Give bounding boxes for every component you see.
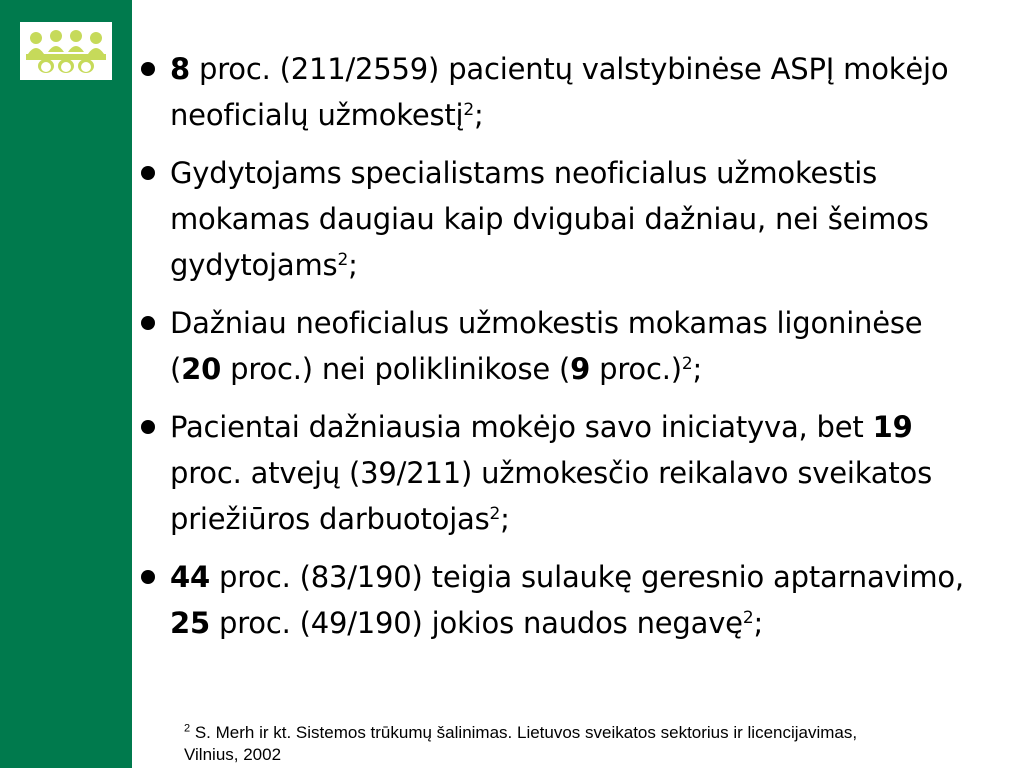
bold-number: 20 [181, 352, 222, 386]
footnote-ref: 2 [337, 249, 349, 270]
sidebar [0, 0, 132, 768]
footnote-ref: 2 [463, 99, 475, 120]
bullet-text: Gydytojams specialistams neoficialus užmokestis mokamas daugiau kaip dvigubai dažniau, nei šeimos gydytojams [170, 156, 929, 282]
bullet-end: ; [500, 502, 510, 536]
bold-number: 44 [170, 560, 210, 594]
bullet-dot-icon [141, 570, 155, 584]
footnote-ref: 2 [681, 353, 693, 374]
bullet-dot-icon [141, 316, 155, 330]
bullet-end: ; [753, 606, 764, 640]
bold-number: 8 [170, 52, 190, 86]
bullet-text: Pacientai dažniausia mokėjo savo iniciatyva, bet [170, 410, 873, 444]
bullet-end: ; [474, 98, 484, 132]
bullet-item-3 [138, 300, 968, 392]
bullet-dot-icon [141, 420, 155, 434]
footnote-ref: 2 [742, 607, 754, 628]
bullet-list [138, 46, 968, 658]
bold-number: 25 [170, 606, 210, 640]
bullet-text: proc.) nei poliklinikose ( [221, 352, 571, 386]
footnote-number: 2 [184, 722, 191, 735]
bullet-item-5 [138, 554, 968, 646]
bold-number: 9 [570, 352, 591, 386]
bullet-text: proc. (83/190) teigia sulaukę geresnio aptarnavimo, [209, 560, 964, 594]
bullet-text: proc. atvejų (39/211) užmokesčio reikalavo sveikatos priežiūros darbuotojas [170, 456, 932, 536]
bullet-text: Dažniau neoficialus užmokestis mokamas ligoninėse ( [170, 306, 923, 386]
bullet-text: proc. (211/2559) pacientų valstybinėse ASPĮ mokėjo neoficialų užmokestį [170, 52, 949, 132]
footnote [184, 722, 884, 766]
bold-number: 19 [872, 410, 913, 444]
footnote-text: S. Merh ir kt. Sistemos trūkumų šalinimas. Lietuvos sveikatos sektorius ir licencijavimas, Vilnius, 2002 [184, 723, 858, 764]
bullet-item-1 [138, 46, 968, 138]
bullet-text: proc. (49/190) jokios naudos negavę [209, 606, 743, 640]
bullet-end: ; [348, 248, 358, 282]
bullet-item-4 [138, 404, 968, 542]
group-of-people-logo-icon [20, 22, 112, 80]
footnote-ref: 2 [489, 503, 501, 524]
bullet-end: ; [692, 352, 703, 386]
bullet-dot-icon [141, 166, 155, 180]
bullet-text: proc.) [590, 352, 682, 386]
bullet-item-2 [138, 150, 968, 288]
bullet-dot-icon [141, 62, 155, 76]
